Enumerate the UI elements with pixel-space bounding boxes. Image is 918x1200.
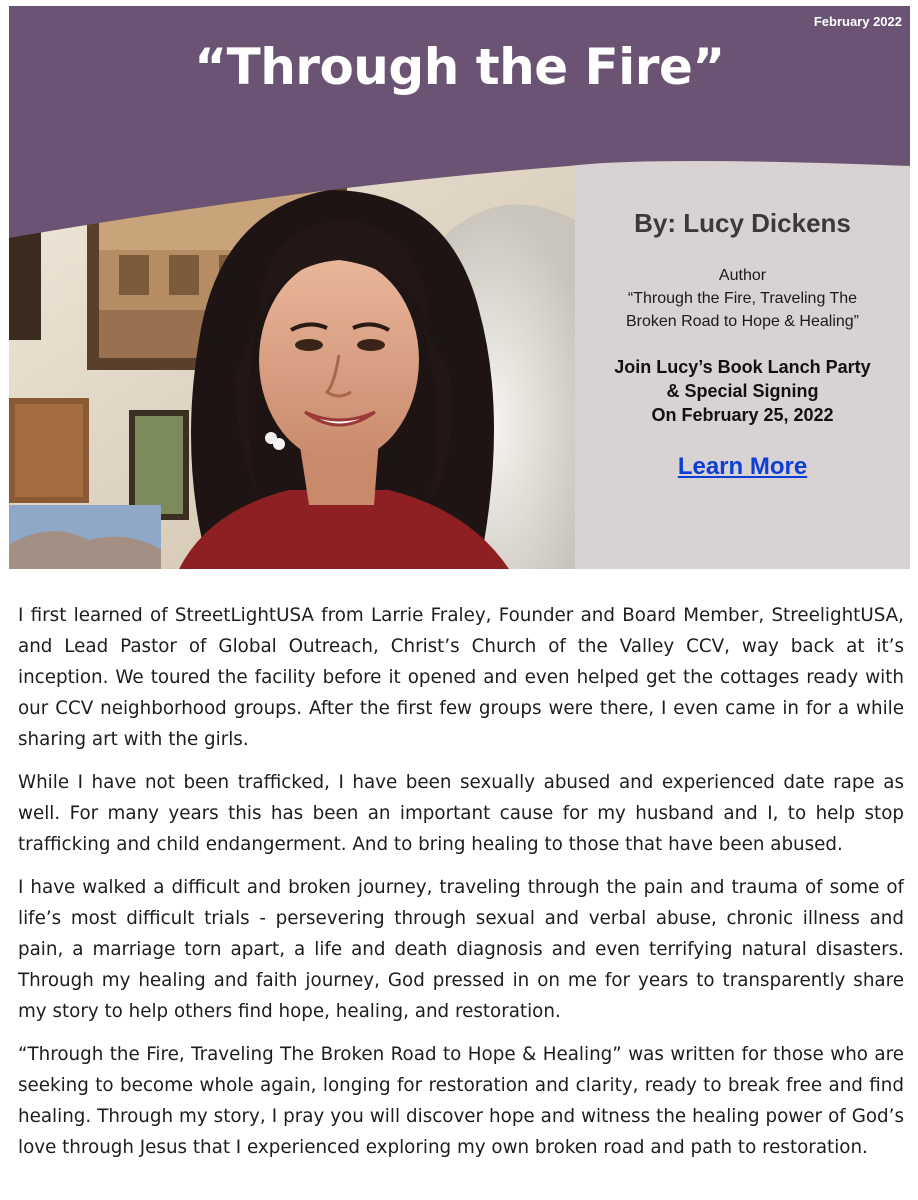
newsletter-header <box>9 6 910 238</box>
learn-more-link[interactable]: Learn More <box>677 453 808 480</box>
author-label: Author <box>718 267 767 284</box>
author-byline: By: Lucy Dickens <box>634 208 851 238</box>
event-line-3: On February 25, 2022 <box>651 405 834 425</box>
book-title-line-1: “Through the Fire, Traveling The <box>627 290 858 307</box>
event-line-1: Join Lucy’s Book Lanch Party <box>614 357 871 377</box>
event-line-2: & Special Signing <box>666 381 819 401</box>
article-paragraph-3: I have walked a difficult and broken journey, traveling through the pain and trauma of some of life’s most difficult trials - persevering through sexual and verbal abuse, chronic illness and pain, a marriage torn apart, a life and death diagnosis and even terrifying natural disasters. Through my healing and faith journey, God pressed in on me for years to transparently share my story to help others find hope, healing, and restoration. <box>18 877 904 1022</box>
article-paragraph-2: While I have not been trafficked, I have been sexually abused and experienced date rape as well. For many years this has been an important cause for my husband and I, to help stop trafficking and child endangerment. And to bring healing to those that have been abused. <box>18 772 904 855</box>
article-body <box>18 600 904 1175</box>
issue-date: February 2022 <box>813 14 902 29</box>
article-paragraph-4: “Through the Fire, Traveling The Broken Road to Hope & Healing” was written for those who are seeking to become whole again, longing for restoration and clarity, ready to break free and find healing. Through my story, I pray you will discover hope and witness the healing power of God’s love through Jesus that I experienced exploring my own broken road and path to restoration. <box>18 1044 904 1158</box>
event-announcement <box>575 355 910 427</box>
book-title-line-2: Broken Road to Hope & Healing” <box>625 313 860 330</box>
article-paragraph-1: I first learned of StreetLightUSA from Larrie Fraley, Founder and Board Member, StreelightUSA, and Lead Pastor of Global Outreach, Christ’s Church of the Valley CCV, way back at it’s inception. We toured the facility before it opened and even helped get the cottages ready with our CCV neighborhood groups. After the first few groups were there, I even came in for a while sharing art with the girls. <box>18 605 904 750</box>
page-title: “Through the Fire” <box>194 38 725 96</box>
author-description <box>575 264 910 333</box>
